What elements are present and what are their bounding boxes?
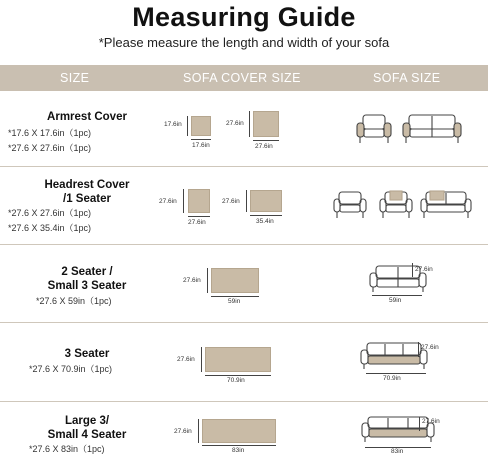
width-label: 35.4in — [256, 218, 274, 225]
height-label: 27.6in — [226, 120, 244, 127]
height-line — [246, 190, 247, 212]
header-size: SIZE — [60, 71, 90, 85]
sofa-height-label: 27.6in — [421, 344, 439, 351]
size-spec — [8, 206, 168, 236]
height-label: 27.6in — [177, 356, 195, 363]
spec-line: *27.6 X 27.6in（1pc) — [8, 143, 92, 153]
width-label: 27.6in — [255, 143, 273, 150]
height-line — [249, 111, 250, 137]
sofa-height-line — [412, 263, 413, 277]
width-line — [191, 139, 211, 140]
cover-swatch — [191, 116, 211, 136]
spec-line: *27.6 X 59in（1pc) — [36, 296, 112, 306]
size-name — [12, 178, 162, 206]
cover-swatch — [205, 347, 271, 372]
header-cover-size: SOFA COVER SIZE — [183, 71, 301, 85]
size-name — [12, 414, 162, 442]
sofa-height-line — [419, 417, 420, 431]
sofa-height-label: 27.6in — [415, 266, 433, 273]
row-separator — [0, 322, 488, 323]
sofa-width-label: 83in — [391, 448, 404, 455]
size-name: Armrest Cover — [47, 111, 127, 123]
size-spec — [29, 442, 189, 457]
size-name — [12, 347, 162, 361]
width-line — [253, 140, 279, 141]
width-label: 59in — [228, 298, 241, 305]
cover-swatch — [211, 268, 259, 293]
width-line — [202, 445, 276, 446]
width-label: 70.9in — [227, 377, 245, 384]
size-name-line: 3 Seater — [64, 348, 110, 360]
size-spec — [29, 362, 189, 377]
row-separator — [0, 166, 488, 167]
height-label: 27.6in — [174, 428, 192, 435]
height-line — [183, 189, 184, 213]
size-name-line: Small 4 Seater — [47, 429, 127, 441]
spec-line: *27.6 X 83in（1pc) — [29, 444, 105, 454]
height-line — [201, 347, 202, 372]
size-spec — [36, 294, 196, 309]
sofa-width-label: 59in — [389, 297, 402, 304]
header-sofa-size: SOFA SIZE — [373, 71, 441, 85]
width-label: 83in — [232, 447, 245, 454]
spec-line: *27.6 X 35.4in（1pc) — [8, 223, 92, 233]
armchair-icon — [356, 113, 392, 149]
size-name-line: Headrest Cover — [44, 179, 130, 191]
height-label: 27.6in — [159, 198, 177, 205]
size-name-line: Small 3 Seater — [47, 280, 127, 292]
height-label: 17.6in — [164, 121, 182, 128]
sofa-height-label: 27.6in — [422, 418, 440, 425]
sofa-width-line — [372, 295, 422, 296]
spec-line: *27.6 X 70.9in（1pc) — [29, 364, 113, 374]
sofa-width-label: 70.9in — [383, 375, 401, 382]
height-line — [207, 268, 208, 293]
height-label: 27.6in — [222, 198, 240, 205]
size-name-line: Large 3/ — [64, 415, 110, 427]
spec-line: *17.6 X 17.6in（1pc) — [8, 128, 92, 138]
cover-swatch — [253, 111, 279, 137]
table-header — [0, 65, 488, 91]
sofa-width-line — [366, 373, 426, 374]
spec-line: *27.6 X 27.6in（1pc) — [8, 208, 92, 218]
size-name-line: /1 Seater — [63, 193, 111, 205]
width-line — [188, 216, 210, 217]
width-label: 17.6in — [192, 142, 210, 149]
size-spec — [8, 126, 168, 156]
row-separator — [0, 401, 488, 402]
page-title: Measuring Guide — [132, 2, 356, 32]
width-line — [211, 296, 259, 297]
width-line — [205, 375, 271, 376]
height-line — [187, 116, 188, 136]
cover-swatch — [250, 190, 282, 212]
height-line — [198, 419, 199, 443]
sofa-height-line — [418, 342, 419, 357]
size-name — [12, 265, 162, 293]
armchair-icon — [333, 190, 367, 222]
loveseat-covered-icon — [420, 190, 472, 222]
row-separator — [0, 244, 488, 245]
cover-swatch — [202, 419, 276, 443]
armchair-covered-icon — [379, 190, 413, 222]
width-line — [250, 215, 282, 216]
width-label: 27.6in — [188, 219, 206, 226]
size-name-line: 2 Seater / — [61, 266, 113, 278]
loveseat-icon — [402, 113, 462, 149]
page-subtitle: *Please measure the length and width of your sofa — [98, 35, 390, 50]
height-label: 27.6in — [183, 277, 201, 284]
cover-swatch — [188, 189, 210, 213]
